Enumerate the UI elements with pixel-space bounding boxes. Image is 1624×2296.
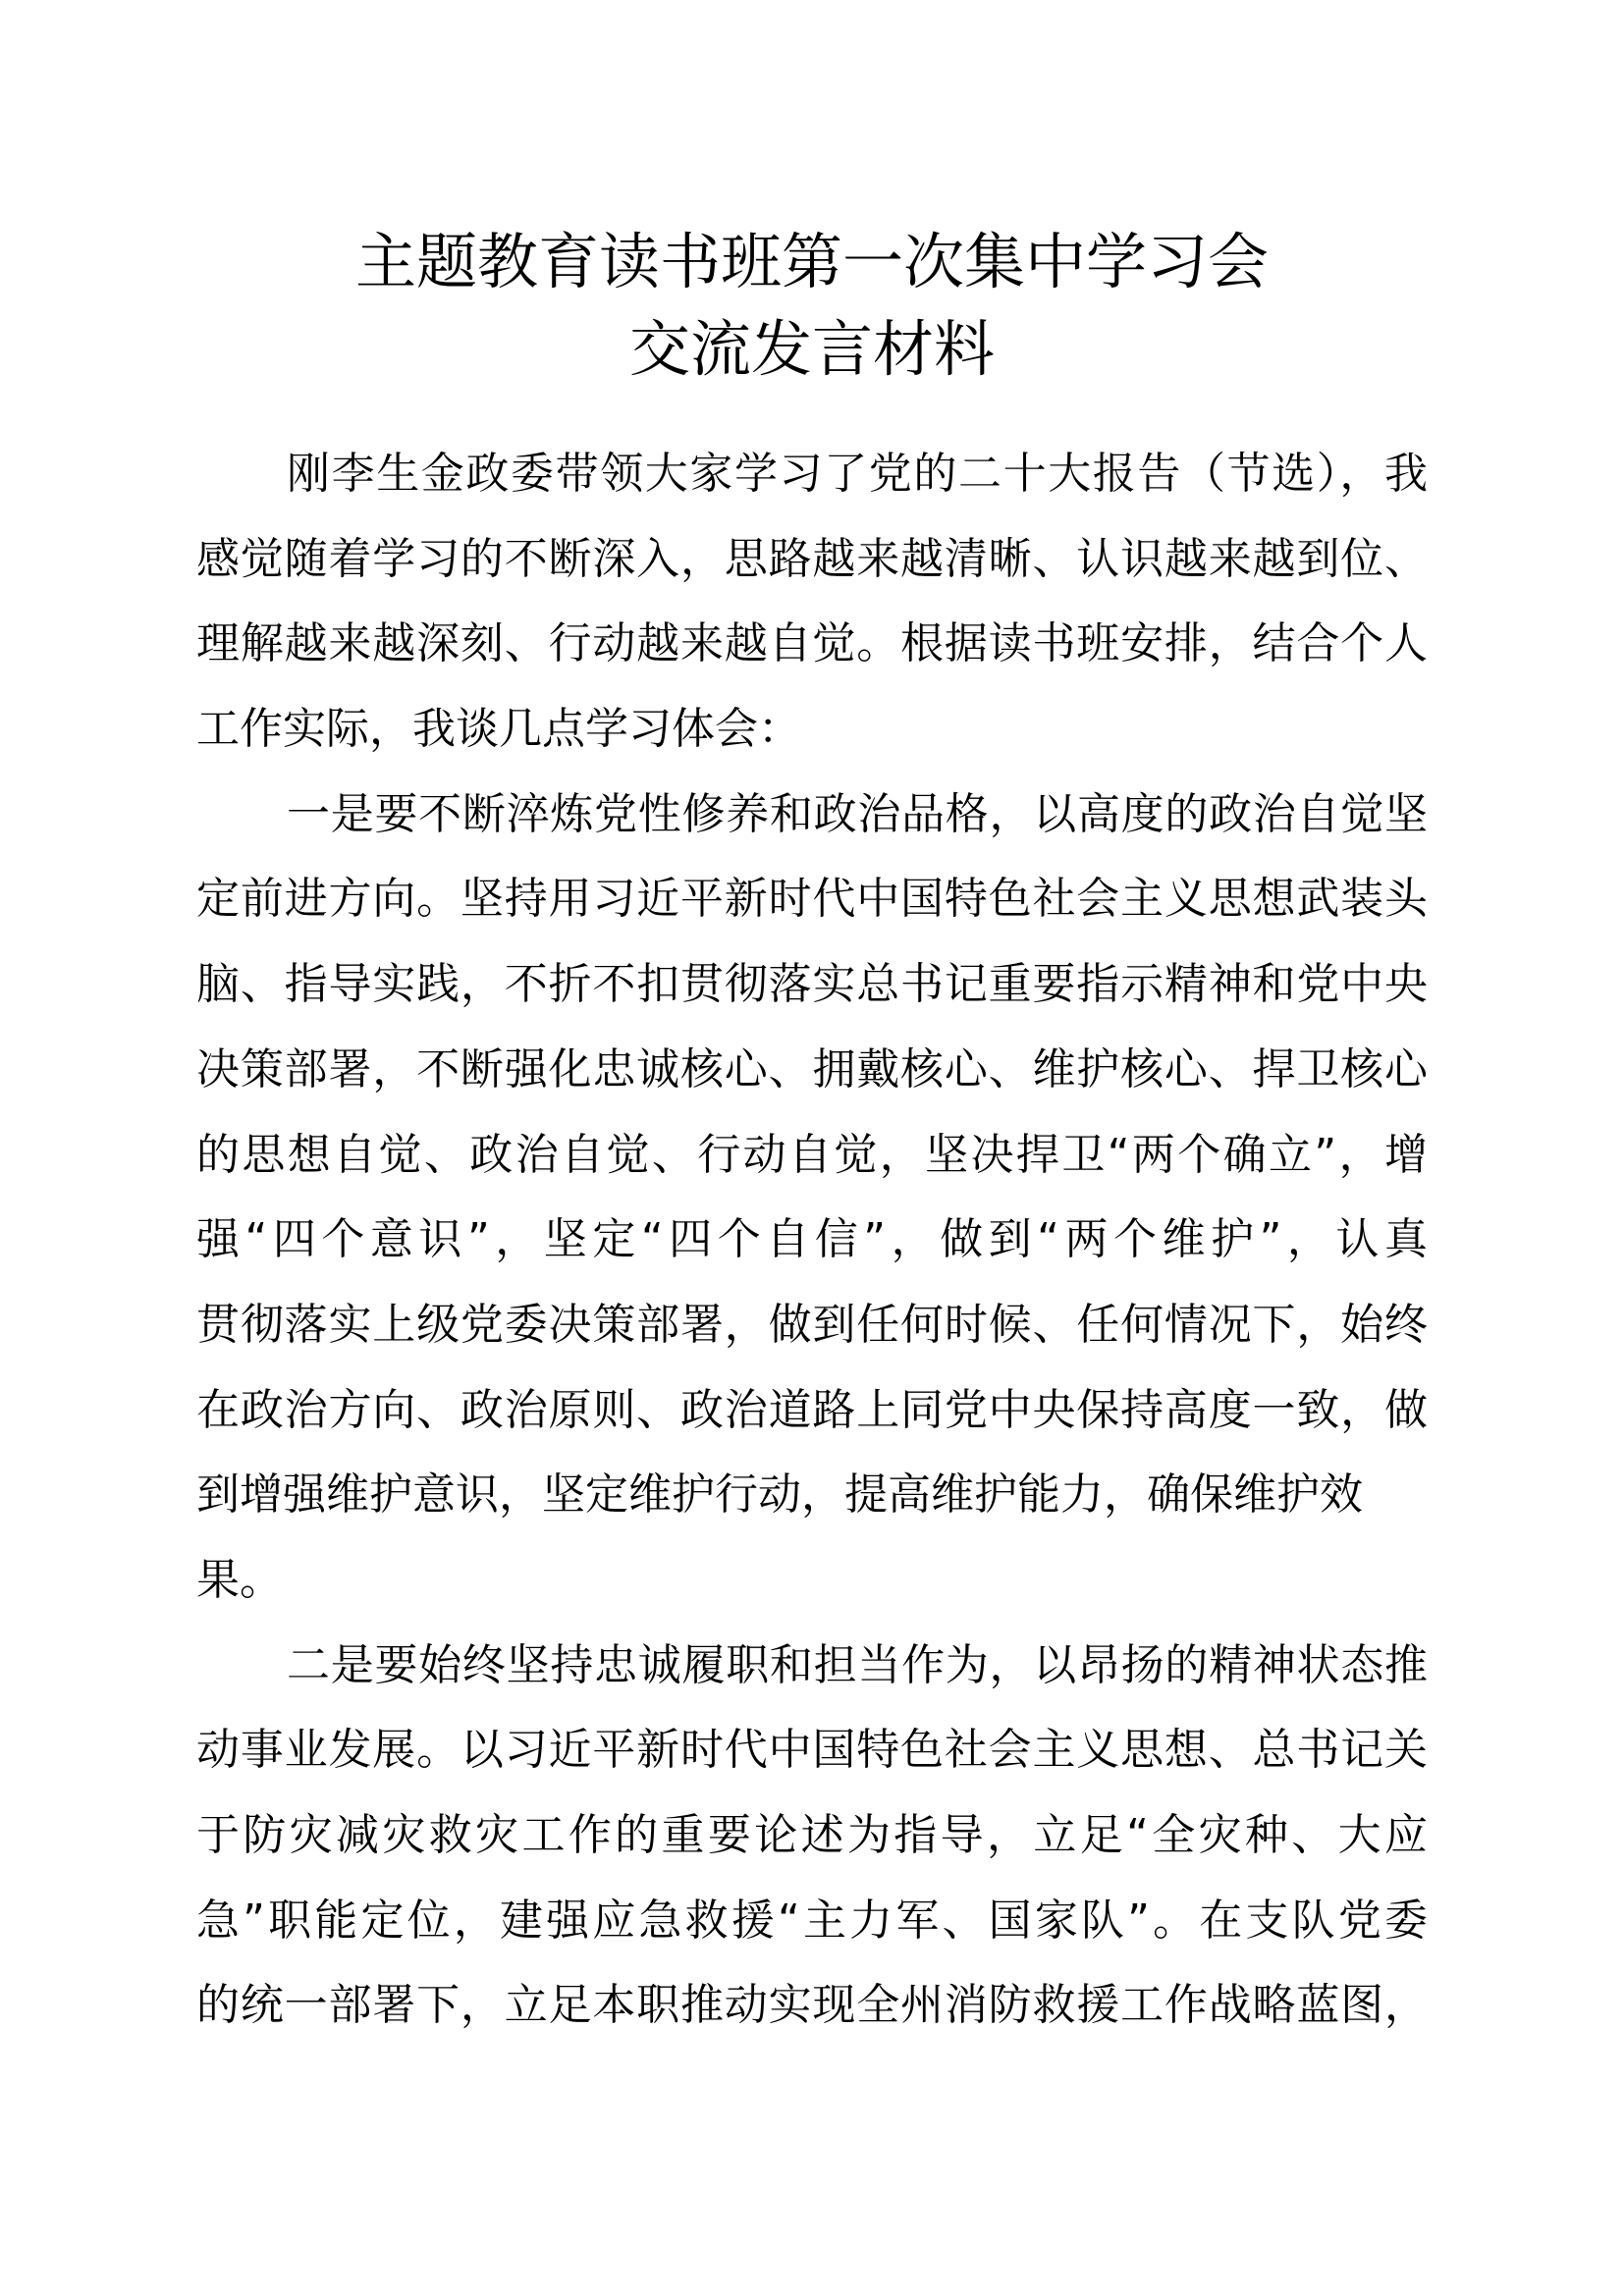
- paragraph-1-line: 理解越来越深刻、行动越来越自觉。根据读书班安排，结合个人: [196, 618, 1428, 669]
- document-title-line-1: 主题教育读书班第一次集中学习会: [354, 226, 1269, 297]
- paragraph-1-line: 工作实际，我谈几点学习体会：: [196, 704, 801, 755]
- paragraph-2-line: 果。: [196, 1554, 283, 1605]
- paragraph-3-line: 急”职能定位，建强应急救援“主力军、国家队”。在支队党委: [196, 1895, 1428, 1946]
- paragraph-2-line: 定前进方向。坚持用习近平新时代中国特色社会主义思想武装头: [196, 874, 1428, 925]
- paragraph-2-line: 到增强维护意识，坚定维护行动，提高维护能力，确保维护效: [196, 1469, 1363, 1521]
- paragraph-3-line: 的统一部署下，立足本职推动实现全州消防救援工作战略蓝图，: [196, 1980, 1428, 2031]
- paragraph-2-line: 脑、指导实践，不折不扣贯彻落实总书记重要指示精神和党中央: [196, 959, 1428, 1010]
- paragraph-2-line: 的思想自觉、政治自觉、行动自觉，坚决捍卫“两个确立”，增: [196, 1129, 1428, 1180]
- paragraph-1-line: 刚李生金政委带领大家学习了党的二十大报告（节选），我: [287, 449, 1428, 499]
- paragraph-2-line: 强“四个意识”，坚定“四个自信”，做到“两个维护”，认真: [196, 1214, 1428, 1265]
- paragraph-2-line: 决策部署，不断强化忠诚核心、拥戴核心、维护核心、捍卫核心: [196, 1043, 1428, 1095]
- paragraph-3-line: 于防灾减灾救灾工作的重要论述为指导，立足“全灾种、大应: [196, 1810, 1428, 1860]
- paragraph-1-line: 感觉随着学习的不断深入，思路越来越清晰、认识越来越到位、: [196, 533, 1428, 584]
- document-body: [196, 432, 1428, 2049]
- paragraph-2-line: 贯彻落实上级党委决策部署，做到任何时候、任何情况下，始终: [196, 1299, 1428, 1350]
- paragraph-2-line: 在政治方向、政治原则、政治道路上同党中央保持高度一致，做: [196, 1384, 1428, 1435]
- document-title-line-2: 交流发言材料: [628, 313, 995, 385]
- paragraph-2-line: 一是要不断淬炼党性修养和政治品格，以高度的政治自觉坚: [287, 788, 1428, 839]
- paragraph-3-line: 动事业发展。以习近平新时代中国特色社会主义思想、总书记关: [196, 1725, 1428, 1776]
- paragraph-3-line: 二是要始终坚持忠诚履职和担当作为，以昂扬的精神状态推: [287, 1639, 1428, 1690]
